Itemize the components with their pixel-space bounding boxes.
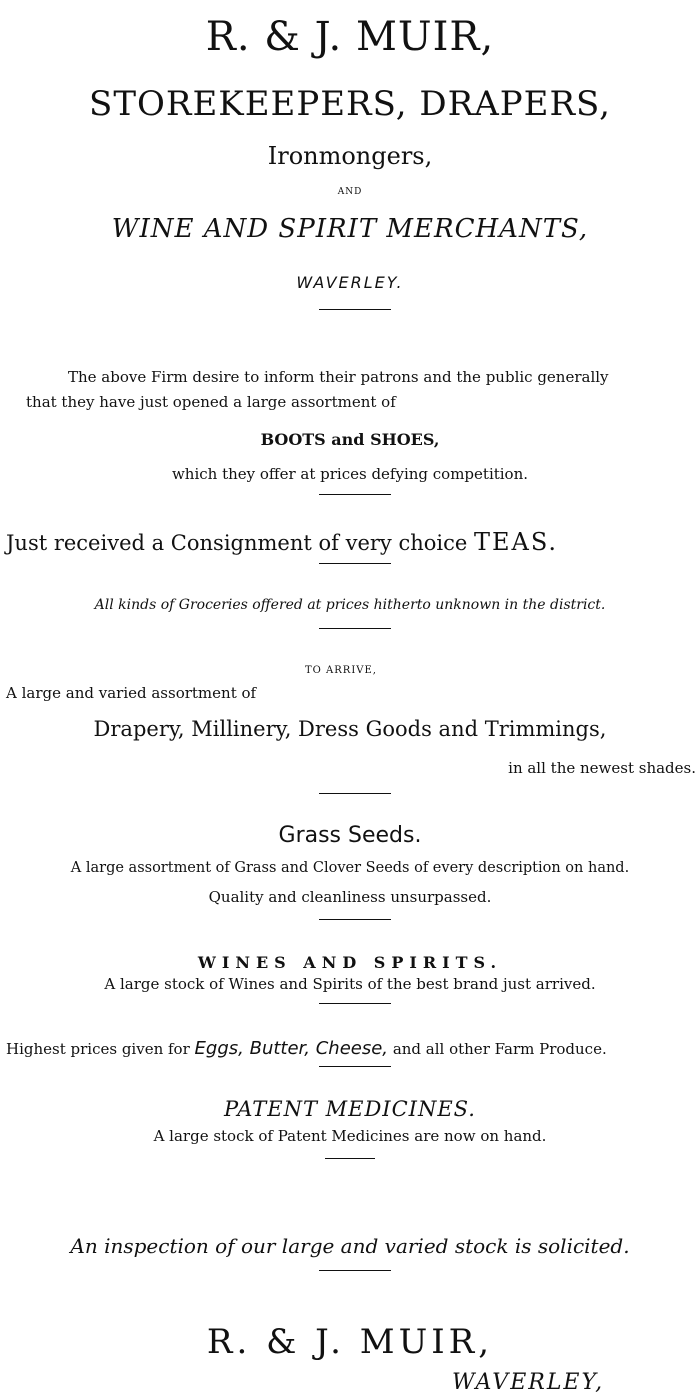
wines-spirits-heading: WINES AND SPIRITS. <box>197 953 503 972</box>
drapery-heading: Drapery, Millinery, Dress Goods and Trimmings, <box>93 717 607 741</box>
teas-text: Just received a Consignment of very choice <box>6 531 468 555</box>
wine-spirit-heading: WINE AND SPIRIT MERCHANTS, <box>111 214 589 244</box>
produce-notice <box>6 1038 607 1059</box>
grass-line-1: A large assortment of Grass and Clover Seeds of every description on hand. <box>70 860 630 876</box>
footer-firm-name: R. & J. MUIR, <box>206 1322 494 1362</box>
divider <box>319 1066 391 1067</box>
arrive-line-1: A large and varied assortment of <box>6 684 257 702</box>
divider <box>319 1003 391 1004</box>
divider <box>319 628 391 629</box>
produce-items: Eggs, Butter, Cheese, <box>194 1038 389 1059</box>
divider <box>319 563 391 564</box>
teas-highlight: TEAS. <box>473 528 559 556</box>
ironmongers-heading: Ironmongers, <box>267 142 433 170</box>
firm-name-heading: R. & J. MUIR, <box>205 14 495 60</box>
teas-notice <box>6 528 558 556</box>
divider <box>319 793 391 794</box>
grass-line-2: Quality and cleanliness unsurpassed. <box>208 888 492 906</box>
medicines-line-1: A large stock of Patent Medicines are now on hand. <box>153 1127 547 1145</box>
trades-heading: STOREKEEPERS, DRAPERS, <box>89 84 611 124</box>
inspection-notice: An inspection of our large and varied stock is solicited. <box>70 1234 630 1258</box>
intro-line-2: that they have just opened a large assortment of <box>26 393 396 411</box>
groceries-notice: All kinds of Groceries offered at prices hitherto unknown in the district. <box>94 597 606 613</box>
produce-suffix: and all other Farm Produce. <box>392 1040 607 1058</box>
boots-shoes-heading: BOOTS and SHOES, <box>260 430 440 449</box>
wines-line-1: A large stock of Wines and Spirits of the best brand just arrived. <box>104 975 596 993</box>
intro-line-1: The above Firm desire to inform their patrons and the public generally <box>68 368 609 386</box>
divider <box>319 494 391 495</box>
divider <box>319 1270 391 1271</box>
footer-town: WAVERLEY, <box>452 1370 605 1395</box>
grass-seeds-heading: Grass Seeds. <box>278 823 422 848</box>
divider <box>325 1158 375 1159</box>
to-arrive-label: TO ARRIVE, <box>305 665 377 676</box>
intro-line-3: which they offer at prices defying competition. <box>171 465 529 483</box>
and-connector: AND <box>337 187 363 197</box>
patent-medicines-heading: PATENT MEDICINES. <box>224 1097 476 1121</box>
town-name: WAVERLEY. <box>296 273 404 292</box>
divider <box>319 919 391 920</box>
produce-prefix: Highest prices given for <box>6 1040 190 1058</box>
divider <box>319 309 391 310</box>
arrive-line-3: in all the newest shades. <box>508 759 696 777</box>
